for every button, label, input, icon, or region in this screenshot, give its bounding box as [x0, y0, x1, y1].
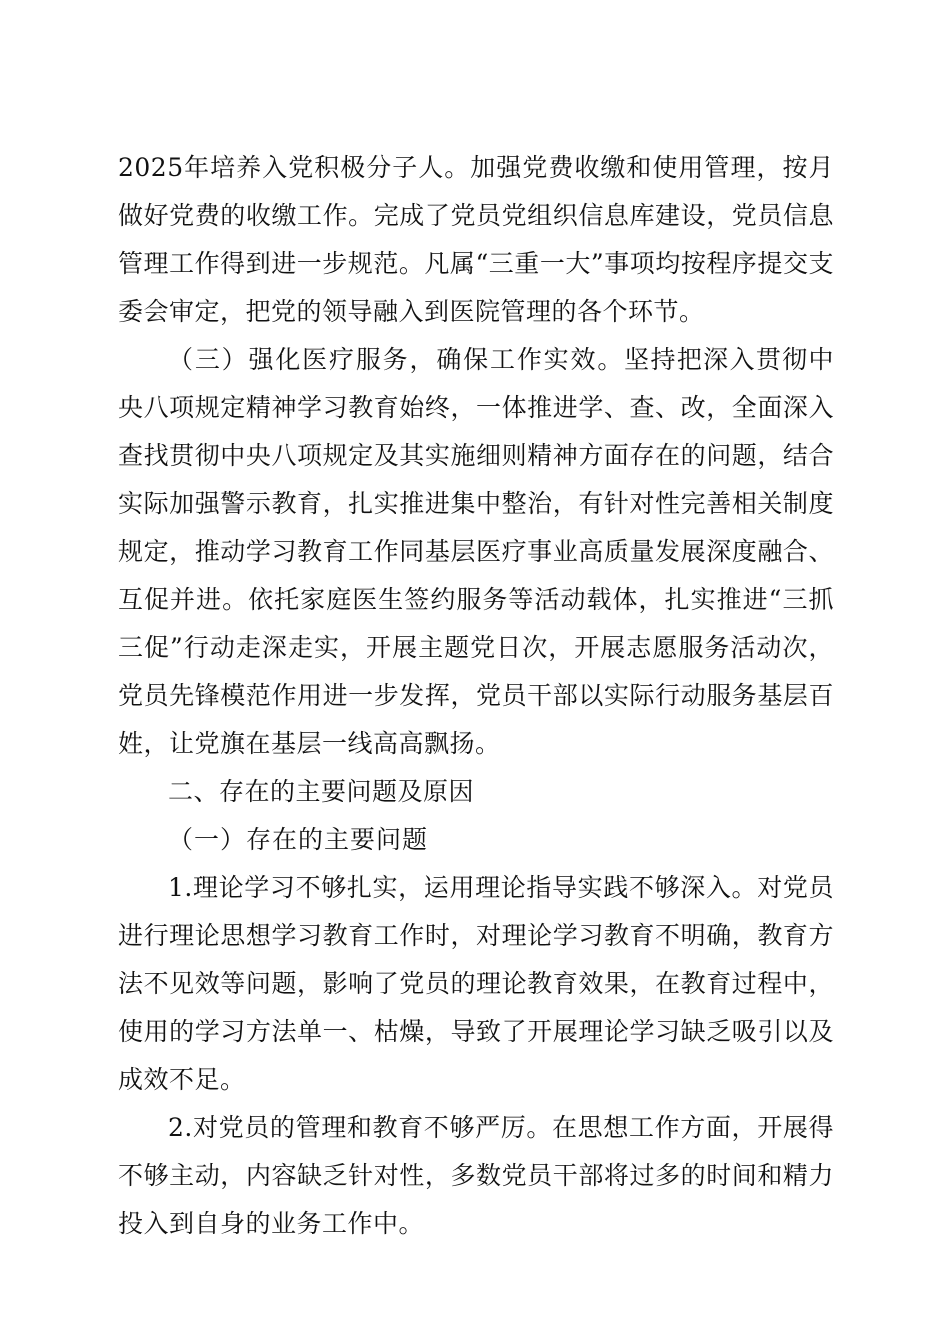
subheading-main-problems: （一）存在的主要问题 — [168, 825, 429, 854]
problem-item-2: 2.对党员的管理和教育不够严厉。在思想工作方面，开展得不够主动，内容缺乏针对性，多数党员干部将过多的时间和精力投入到自身的业务工作中。 — [118, 1113, 834, 1238]
paragraph-party-work: 2025年培养入党积极分子人。加强党费收缴和使用管理，按月做好党费的收缴工作。完成了党员党组织信息库建设，党员信息管理工作得到进一步规范。凡属“三重一大”事项均按程序提交支委会审定，把党的领导融入到医院管理的各个环节。 — [118, 153, 834, 326]
section-3-lead: （三）强化医疗服务，确保工作实效。 — [168, 345, 625, 374]
problem-item-1: 1.理论学习不够扎实，运用理论指导实践不够深入。对党员进行理论思想学习教育工作时，对理论学习教育不明确，教育方法不见效等问题，影响了党员的理论教育效果，在教育过程中，使用的学习方法单一、枯燥，导致了开展理论学习缺乏吸引以及成效不足。 — [118, 873, 834, 1094]
paragraph-medical-service — [118, 336, 834, 768]
section-heading-problems: 二、存在的主要问题及原因 — [168, 777, 475, 806]
section-3-body: 坚持把深入贯彻中央八项规定精神学习教育始终，一体推进学、查、改，全面深入查找贯彻中央八项规定及其实施细则精神方面存在的问题，结合实际加强警示教育，扎实推进集中整治，有针对性完善相关制度规定，推动学习教育工作同基层医疗事业高质量发展深度融合、互促并进。依托家庭医生签约服务等活动载体，扎实推进“三抓三促”行动走深走实，开展主题党日次，开展志愿服务活动次，党员先锋模范作用进一步发挥，党员干部以实际行动服务基层百姓，让党旗在基层一线高高飘扬。 — [118, 345, 834, 758]
document-body — [118, 144, 834, 1248]
